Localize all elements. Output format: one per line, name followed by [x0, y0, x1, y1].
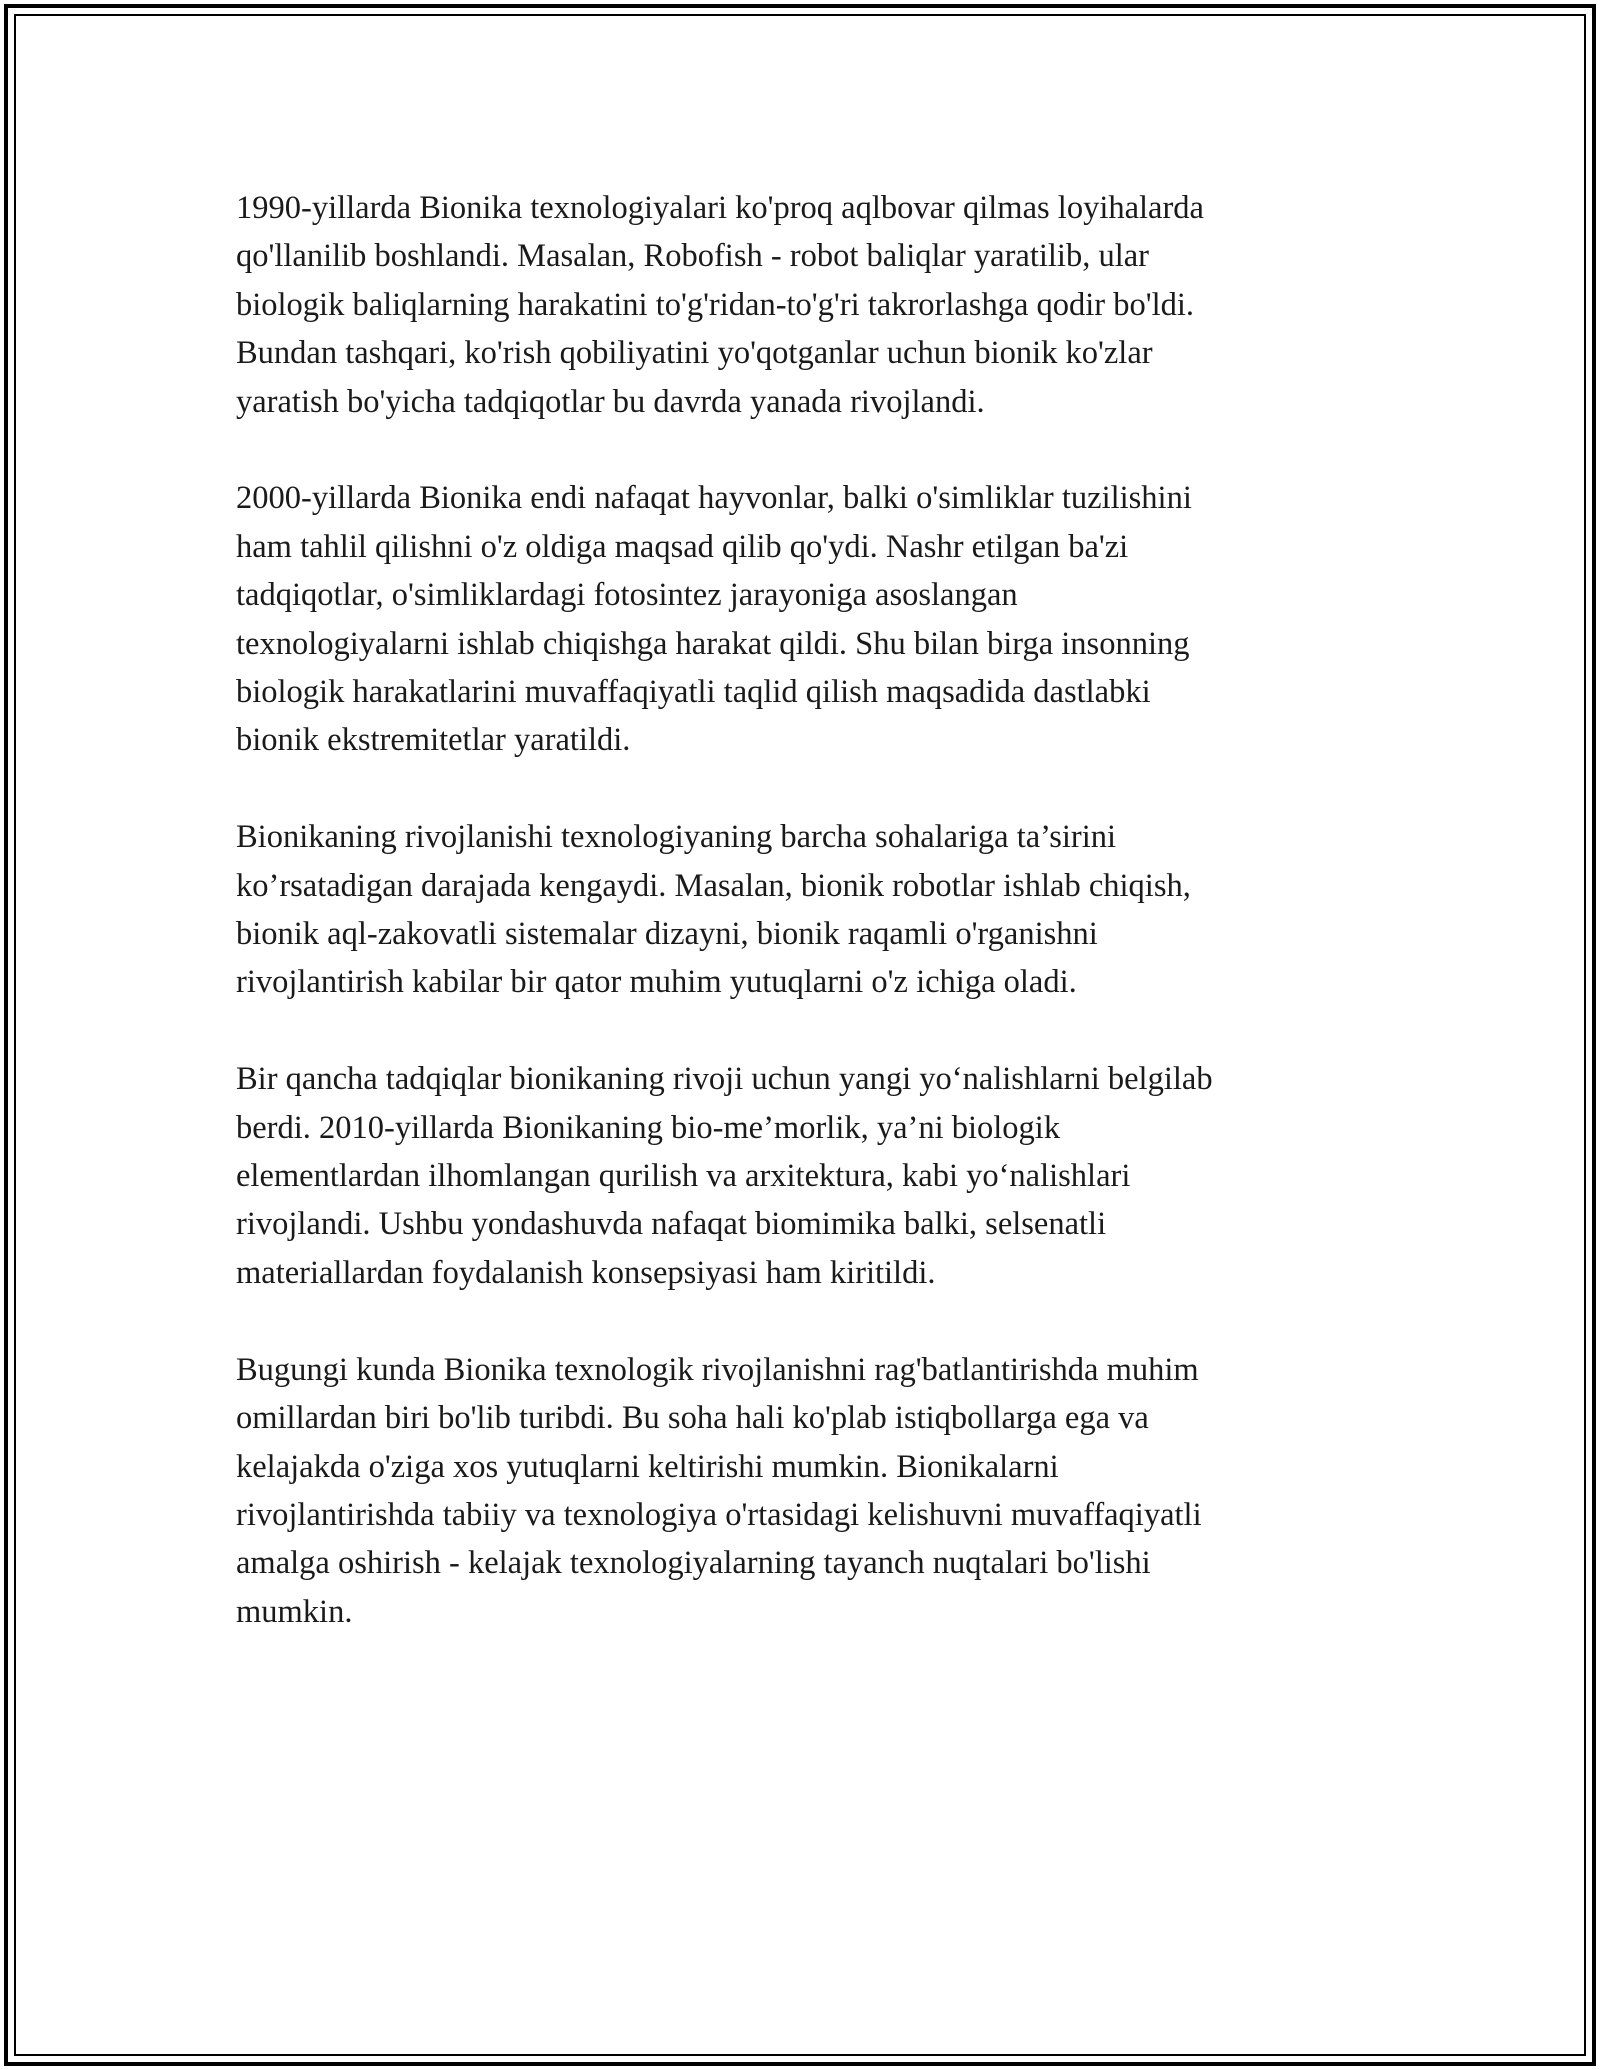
paragraph-bionics-development: Bionikaning rivojlanishi texnologiyaning barcha sohalariga ta’sirini ko’rsatadigan darajada kengaydi. Masalan, bionik robotlar ishlab chiqish, bionik aql-zakovatli sistemalar dizayni, bionik raqamli o'rganishni rivojlantirish kabilar bir qator muhim yutuqlarni o'z ichiga oladi.	[236, 819, 1191, 1001]
paragraph-1990s: 1990-yillarda Bionika texnologiyalari ko'proq aqlbovar qilmas loyihalarda qo'llanilib boshlandi. Masalan, Robofish - robot baliqlar yaratilib, ular biologik baliqlarning harakatini to'g'ridan-to'g'ri takrorlashga qodir bo'ldi. Bundan tashqari, ko'rish qobiliyatini yo'qotganlar uchun bionik ko'zlar yaratish bo'yicha tadqiqotlar bu davrda yanada rivojlandi.	[236, 190, 1204, 420]
paragraph-2010s: Bir qancha tadqiqlar bionikaning rivoji uchun yangi yo‘nalishlarni belgilab berdi. 2010-yillarda Bionikaning bio-me’morlik, ya’ni biologik elementlardan ilhomlangan qurilish va arxitektura, kabi yo‘nalishlari rivojlandi. Ushbu yondashuvda nafaqat biomimika balki, selsenatli materiallardan foydalanish konsepsiyasi ham kiritildi.	[236, 1061, 1213, 1291]
paragraph-today: Bugungi kunda Bionika texnologik rivojlanishni rag'batlantirishda muhim omillardan biri bo'lib turibdi. Bu soha hali ko'plab istiqbollarga ega va kelajakda o'ziga xos yutuqlarni keltirishi mumkin. Bionikalarni rivojlantirishda tabiiy va texnologiya o'rtasidagi kelishuvni muvaffaqiyatli amalga oshirish - kelajak texnologiyalarning tayanch nuqtalari bo'lishi mumkin.	[236, 1351, 1202, 1630]
document-body	[236, 184, 1376, 1685]
paragraph-2000s: 2000-yillarda Bionika endi nafaqat hayvonlar, balki o'simliklar tuzilishini ham tahlil qilishni o'z oldiga maqsad qilib qo'ydi. Nashr etilgan ba'zi tadqiqotlar, o'simliklardagi fotosintez jarayoniga asoslangan texnologiyalarni ishlab chiqishga harakat qildi. Shu bilan birga insonning biologik harakatlarini muvaffaqiyatli taqlid qilish maqsadida dastlabki bionik ekstremitetlar yaratildi.	[236, 480, 1192, 759]
